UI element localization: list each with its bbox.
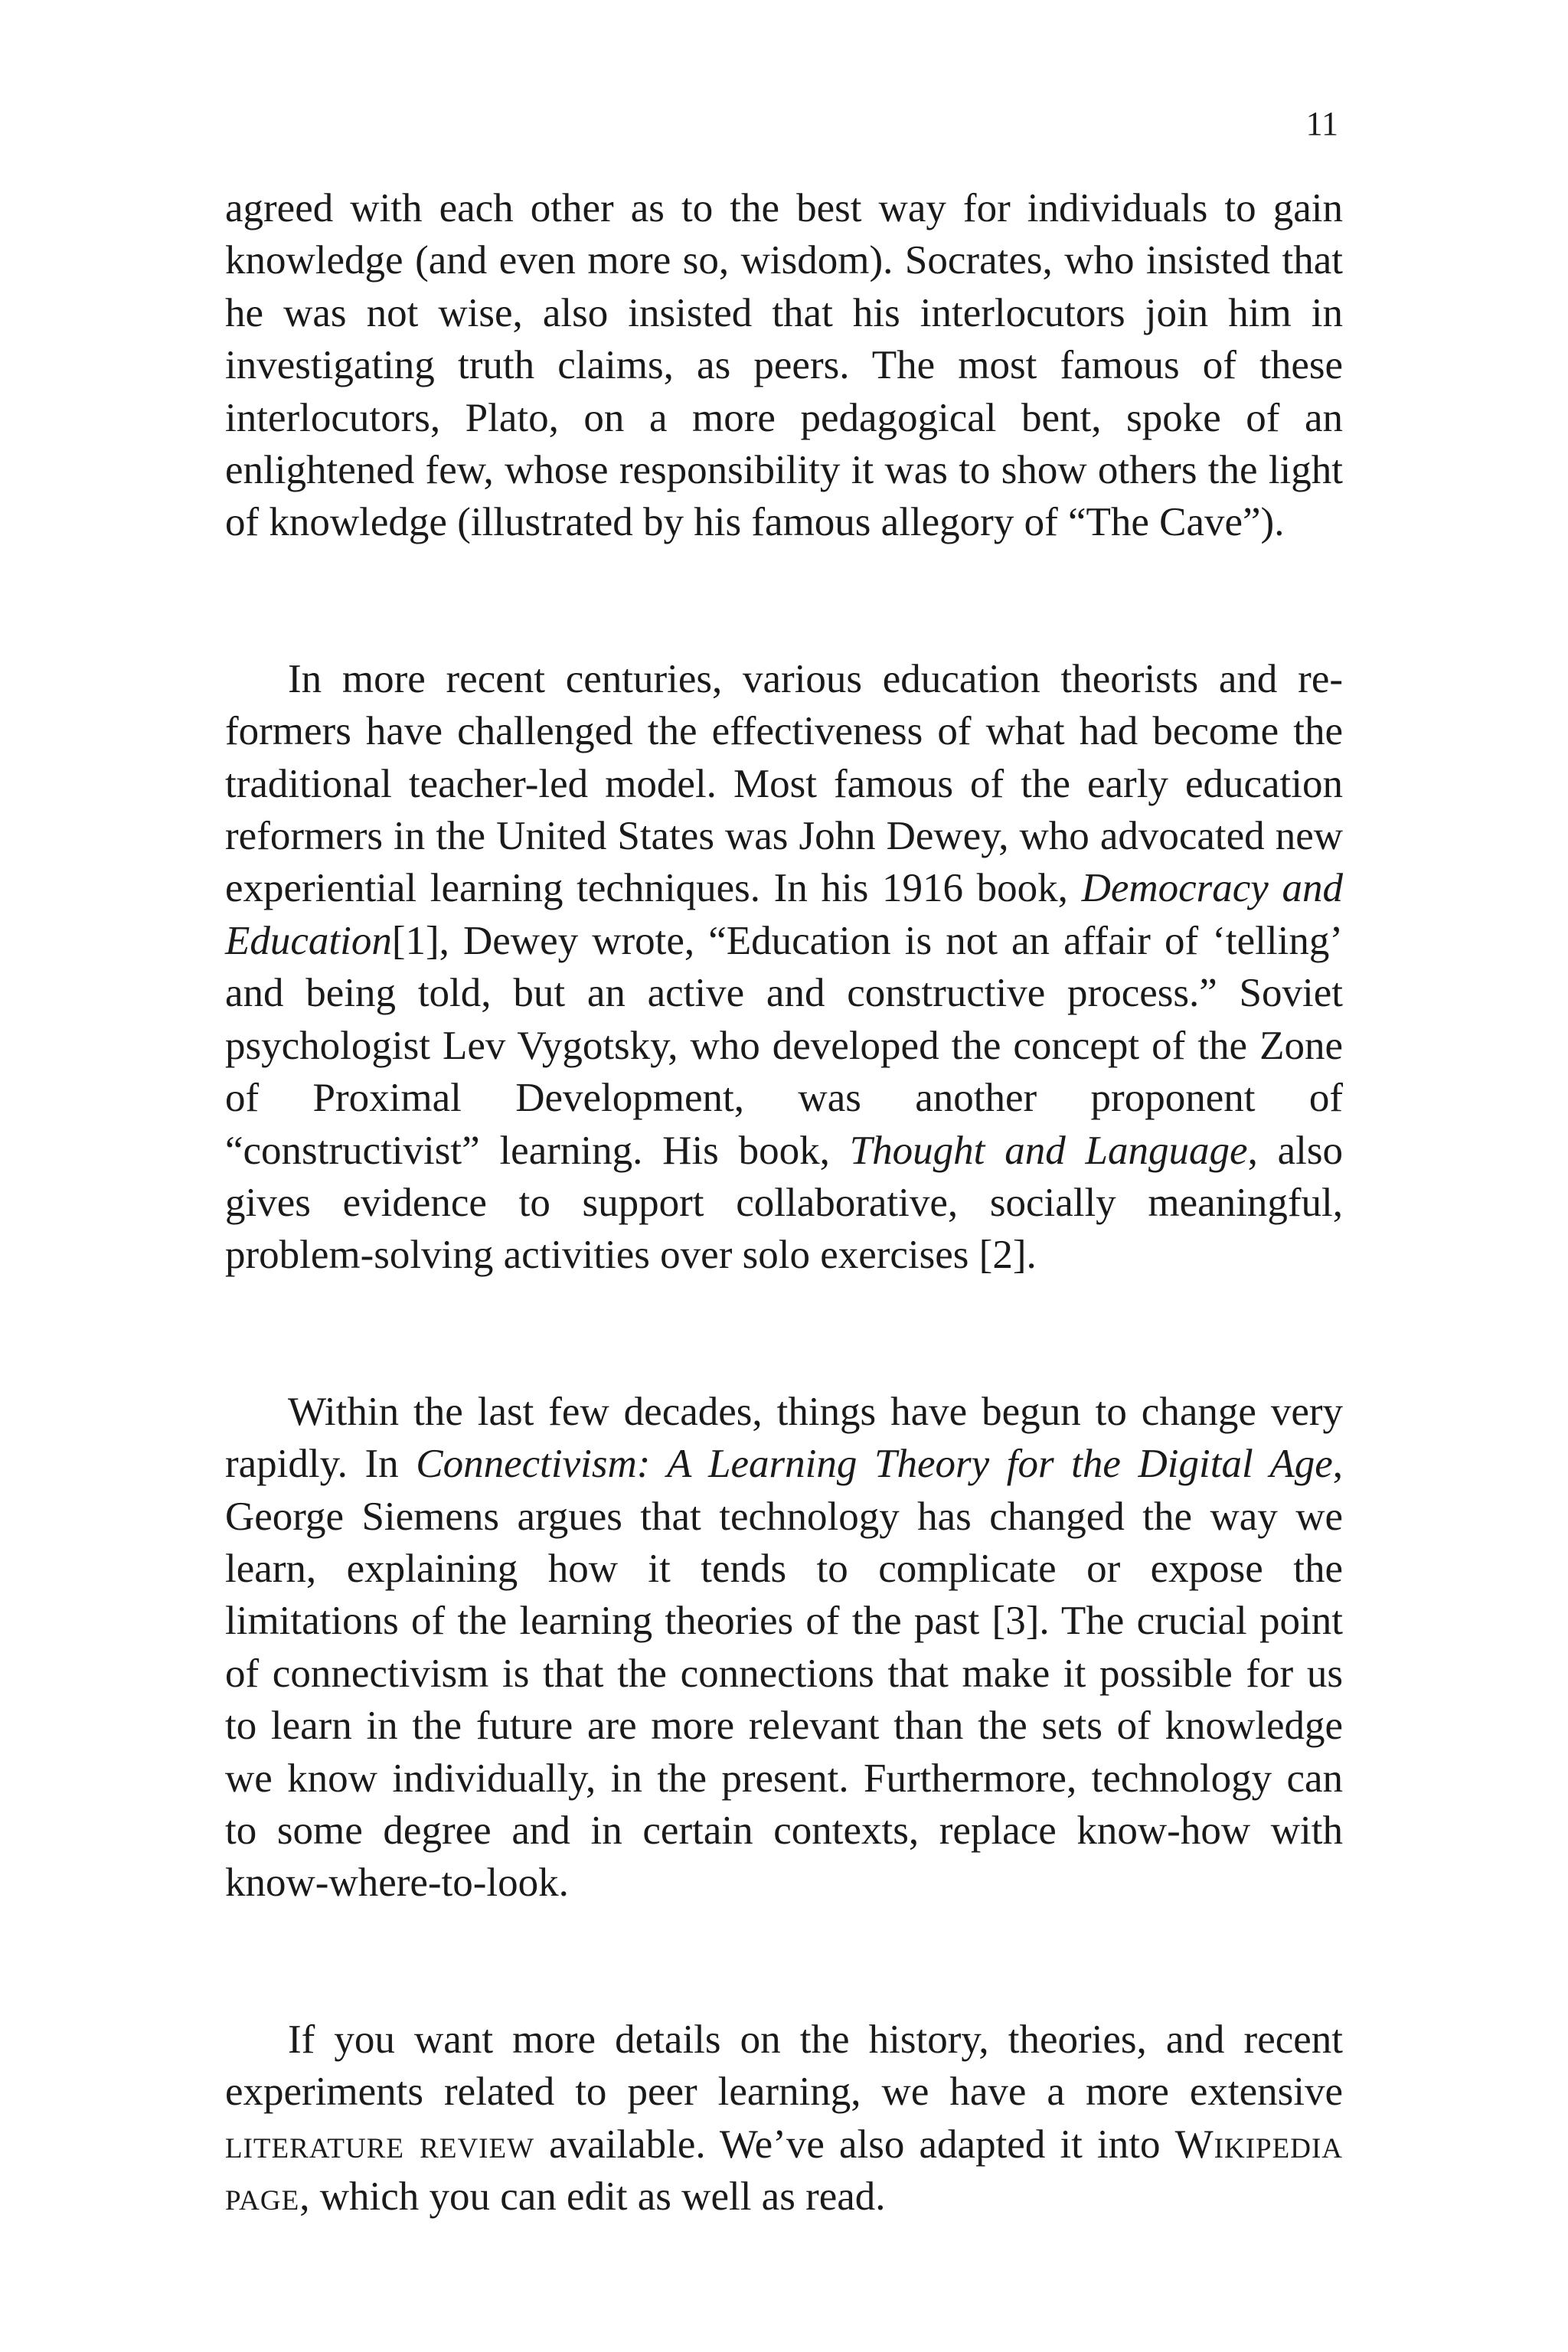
paragraph-4-text-c: , which you can edit as well as read.: [299, 2174, 886, 2219]
paragraph-3-text-a: Within the last few decades, things have begun to change very rapidly. In: [225, 1389, 1343, 1487]
paragraph-4-text-a: If you want more details on the history, theories, and recent experiments related to peer learning, we have a more extensive: [225, 2017, 1343, 2115]
book-title-democracy-and-education: Democracy and Education: [225, 866, 1343, 963]
paragraph-4: [225, 2014, 1343, 2223]
paragraph-3: [225, 1386, 1343, 1909]
paragraph-4-text-b: available. We’ve also adapted it into: [534, 2122, 1175, 2167]
page-number: 11: [1305, 105, 1338, 142]
literature-review-link[interactable]: literature review: [225, 2122, 535, 2167]
paragraph-1: agreed with each other as to the best way for individuals to gain knowledge (and even more so, wisdom). Socrates, who insisted that he was not wise, also insisted that his interlocutors join him in investigating truth claims, as peers. The most famous of these interlocutors, Plato, on a more pedagogical bent, spoke of an enlightened few, whose responsibility it was to show others the light of knowledge (illustrated by his famous allegory of “The Cave”).: [225, 186, 1343, 545]
book-title-thought-and-language: Thought and Language: [849, 1128, 1248, 1173]
body-text: [225, 182, 1343, 2223]
paragraph-2-text-c: , also gives evidence to support collaborative, socially meaningful, problem-solving activities over solo exercises [2].: [225, 1128, 1344, 1278]
wikipedia-page-link[interactable]: Wikipedia page: [225, 2122, 1343, 2219]
paragraph-2-text-a: In more recent centuries, various education theorists and reformers have challenged the effectiveness of what had become the traditional teacher-led model. Most famous of the early education reformers in the United States was John Dewey, who advocated new experiential learning techniques. In his 1916 book,: [225, 656, 1343, 911]
paragraph-3-text-b: , George Siemens argues that technology has changed the way we learn, explaining how it tends to complicate or expose the limitations of the learning theories of the past [3]. The crucial point of connectivism is that the connections that make it possible for us to learn in the future are more relevant than the sets of knowledge we know individually, in the present. Furthermore, technology can to some degree and in certain contexts, replace know-how with know-where-to-look.: [225, 1442, 1343, 1906]
book-title-connectivism: Connectivism: A Learning Theory for the Digital Age: [416, 1442, 1333, 1487]
paragraph-2-text-b: [1], Dewey wrote, “Education is not an affair of ‘telling’ and being told, but an active and constructive process.” Soviet psychologist Lev Vygotsky, who developed the concept of the Zone of Proximal Development, was another proponent of “constructivist” learning. His book,: [225, 918, 1343, 1173]
paragraph-2: [225, 653, 1343, 1282]
